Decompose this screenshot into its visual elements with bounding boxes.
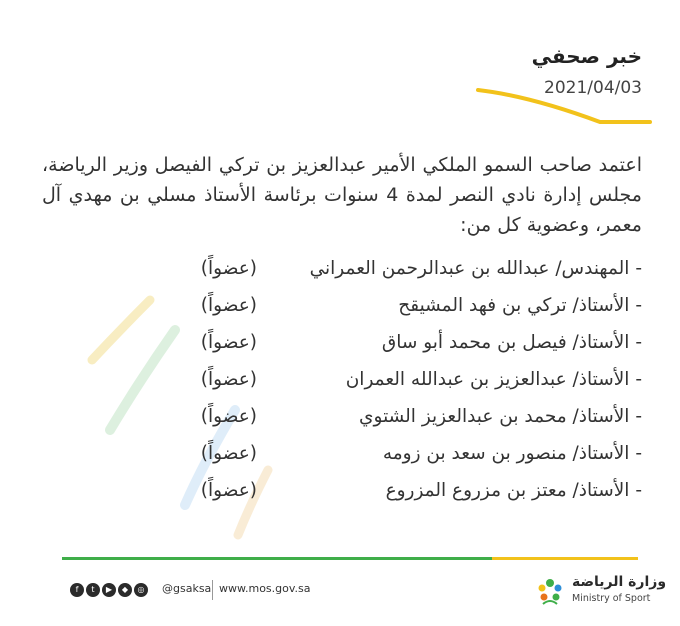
youtube-icon[interactable]: ▶ (102, 583, 116, 597)
member-name: - الأستاذ/ تركي بن فهد المشيقح (398, 295, 642, 316)
footer (0, 566, 680, 626)
members-list (42, 256, 642, 515)
list-item (42, 293, 642, 330)
list-item (42, 330, 642, 367)
social-icons (70, 583, 148, 597)
intro-paragraph: اعتمد صاحب السمو الملكي الأمير عبدالعزيز بن تركي الفيصل وزير الرياضة، مجلس إدارة نادي النصر لمدة 4 سنوات برئاسة الأستاذ مسلي بن مهدي آل معمر، وعضوية كل من: (42, 154, 642, 236)
snapchat-icon[interactable]: ◆ (118, 583, 132, 597)
facebook-icon[interactable]: f (70, 583, 84, 597)
member-name: - الأستاذ/ عبدالعزيز بن عبدالله العمران (345, 369, 642, 390)
member-role: (عضواً) (200, 443, 257, 464)
member-name: - الأستاذ/ معتز بن مزروع المزروع (385, 480, 642, 501)
list-item (42, 441, 642, 478)
social-handle[interactable]: @gsaksa (162, 582, 212, 595)
list-item (42, 478, 642, 515)
ministry-logo-icon (533, 574, 567, 608)
ministry-name-en: Ministry of Sport (572, 593, 651, 604)
member-role: (عضواً) (200, 480, 257, 501)
list-item (42, 256, 642, 293)
member-name: - الأستاذ/ منصور بن سعد بن زومه (382, 443, 642, 464)
twitter-icon[interactable]: t (86, 583, 100, 597)
member-role: (عضواً) (200, 295, 257, 316)
member-role: (عضواً) (200, 406, 257, 427)
footer-divider (62, 556, 638, 561)
member-role: (عضواً) (200, 369, 257, 390)
member-name: - الأستاذ/ محمد بن عبدالعزيز الشتوي (359, 406, 642, 427)
list-item (42, 404, 642, 441)
member-role: (عضواً) (200, 332, 257, 353)
website-link[interactable]: www.mos.gov.sa (219, 582, 311, 595)
member-name: - المهندس/ عبدالله بن عبدالرحمن العمراني (309, 258, 642, 279)
page-title: خبر صحفي (531, 44, 642, 68)
footer-separator (212, 580, 213, 600)
instagram-icon[interactable]: ◎ (134, 583, 148, 597)
member-role: (عضواً) (200, 258, 257, 279)
ministry-name-ar: وزارة الرياضة (572, 574, 667, 590)
press-date: 2021/04/03 (544, 78, 642, 98)
list-item (42, 367, 642, 404)
member-name: - الأستاذ/ فيصل بن محمد أبو ساق (381, 332, 642, 353)
